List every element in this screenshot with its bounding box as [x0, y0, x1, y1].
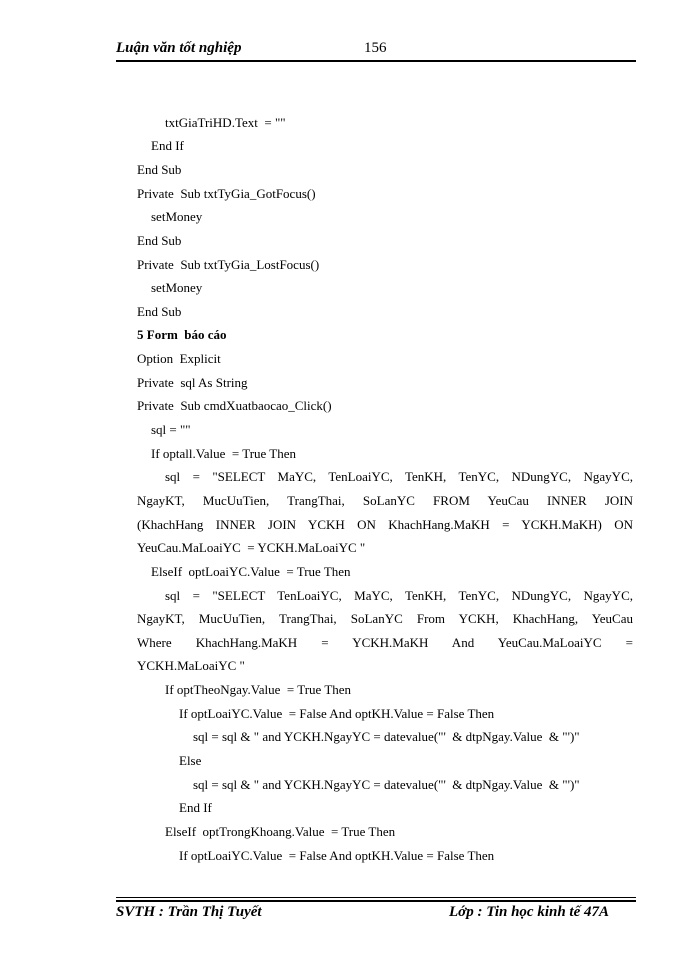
footer-rule-thick	[116, 900, 636, 902]
code-line: Where KhachHang.MaKH = YCKH.MaKH And YeuCau.MaLoaiYC =	[137, 635, 633, 650]
section-heading: 5 Form báo cáo	[137, 327, 227, 342]
code-line: (KhachHang INNER JOIN YCKH ON KhachHang.MaKH = YCKH.MaKH) ON	[137, 517, 633, 532]
code-line: ElseIf optLoaiYC.Value = True Then	[151, 564, 351, 579]
code-line: If optLoaiYC.Value = False And optKH.Value = False Then	[179, 706, 495, 721]
code-line: Private Sub txtTyGia_GotFocus()	[137, 186, 316, 201]
code-line: NgayKT, MucUuTien, TrangThai, SoLanYC From YCKH, KhachHang, YeuCau	[137, 611, 633, 626]
code-line: NgayKT, MucUuTien, TrangThai, SoLanYC FROM YeuCau INNER JOIN	[137, 493, 633, 508]
code-line: Else	[179, 753, 202, 768]
code-line: Private Sub txtTyGia_LostFocus()	[137, 257, 320, 272]
code-line: End Sub	[137, 233, 182, 248]
code-line: txtGiaTriHD.Text = ""	[165, 115, 286, 130]
code-line: sql = ""	[151, 422, 191, 437]
code-line: If optLoaiYC.Value = False And optKH.Value = False Then	[179, 848, 495, 863]
code-line: Private sql As String	[137, 375, 248, 390]
code-line: End Sub	[137, 304, 182, 319]
page-number: 156	[364, 40, 387, 56]
header-title: Luận văn tốt nghiệp	[116, 40, 242, 56]
code-line: If optTheoNgay.Value = True Then	[165, 682, 352, 697]
code-line: Private Sub cmdXuatbaocao_Click()	[137, 398, 332, 413]
code-line: sql = "SELECT TenLoaiYC, MaYC, TenKH, TenYC, NDungYC, NgayYC,	[165, 588, 633, 603]
code-line: ElseIf optTrongKhoang.Value = True Then	[165, 824, 396, 839]
footer-rule-thin	[116, 897, 636, 898]
footer-author: SVTH : Trần Thị Tuyết	[116, 904, 262, 920]
code-line: sql = sql & " and YCKH.NgayYC = datevalue("' & dtpNgay.Value & "')"	[193, 729, 580, 744]
code-line: End If	[179, 800, 212, 815]
footer-class: Lớp : Tin học kinh tế 47A	[449, 904, 610, 920]
code-line: End If	[151, 138, 184, 153]
code-line: setMoney	[151, 280, 203, 295]
code-line: Option Explicit	[137, 351, 221, 366]
code-line: YeuCau.MaLoaiYC = YCKH.MaLoaiYC "	[137, 540, 366, 555]
code-line: setMoney	[151, 209, 203, 224]
code-line: If optall.Value = True Then	[151, 446, 297, 461]
code-line: sql = "SELECT MaYC, TenLoaiYC, TenKH, TenYC, NDungYC, NgayYC,	[165, 469, 633, 484]
code-line: End Sub	[137, 162, 182, 177]
header-rule	[116, 60, 636, 62]
page-header	[116, 38, 636, 60]
code-line: sql = sql & " and YCKH.NgayYC = datevalue("' & dtpNgay.Value & "')"	[193, 777, 580, 792]
code-line: YCKH.MaLoaiYC "	[137, 658, 245, 673]
